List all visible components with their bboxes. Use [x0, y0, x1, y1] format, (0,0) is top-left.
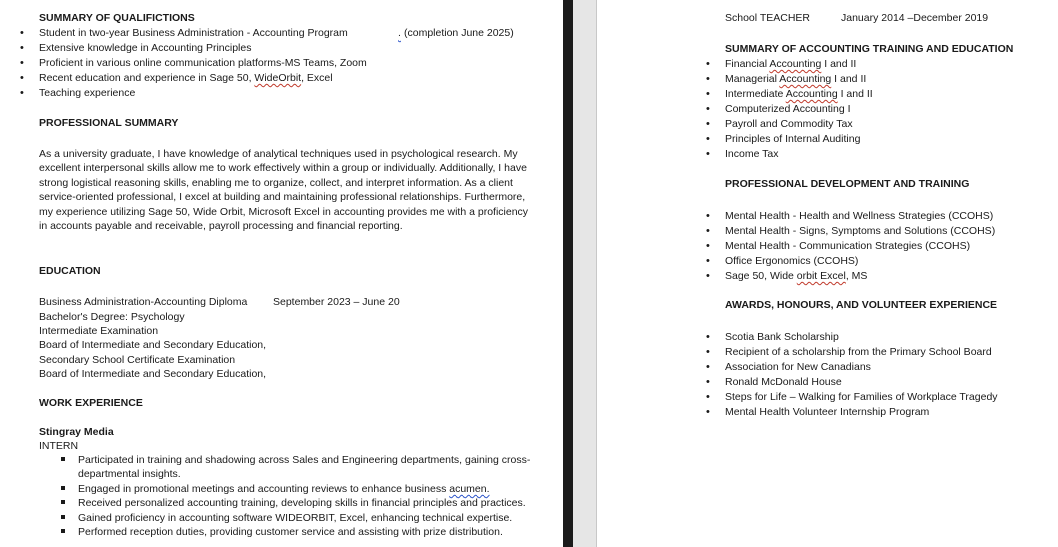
work-role: INTERN: [39, 440, 79, 452]
awards-heading: AWARDS, HONOURS, AND VOLUNTEER EXPERIENCE: [725, 299, 998, 311]
training-item: • Financial Accounting I and II: [725, 57, 856, 71]
training-item: • Managerial Accounting I and II: [725, 72, 866, 86]
qualifications-heading: SUMMARY OF QUALIFICTIONS: [39, 12, 195, 24]
training-item: • Principles of Internal Auditing: [725, 132, 860, 146]
spellcheck-flag[interactable]: Accounting: [785, 88, 838, 100]
qualification-item: • Proficient in various online communication platforms-MS Teams, Zoom: [39, 56, 367, 70]
work-experience-heading: WORK EXPERIENCE: [39, 397, 143, 409]
development-item: • Office Ergonomics (CCOHS): [725, 254, 858, 268]
education-line: Board of Intermediate and Secondary Education,: [39, 339, 267, 351]
development-item: • Mental Health - Signs, Symptoms and Solutions (CCOHS): [725, 224, 995, 238]
page-gap-divider: [563, 0, 573, 547]
teacher-title: School TEACHER: [725, 12, 811, 24]
work-bullet: Engaged in promotional meetings and accounting reviews to enhance business acumen.: [78, 483, 490, 495]
qualification-item: • Teaching experience: [39, 86, 135, 100]
education-line: Secondary School Certificate Examination: [39, 354, 236, 366]
work-bullet: Performed reception duties, providing customer service and assisting with prize distribution.: [78, 526, 503, 538]
award-item: • Steps for Life – Walking for Families of Workplace Tragedy: [725, 390, 998, 404]
document-page-right: [597, 0, 1058, 547]
award-item: • Scotia Bank Scholarship: [725, 330, 839, 344]
training-item: • Computerized Accounting I: [725, 102, 851, 116]
education-diploma-dates: September 2023 – June 20: [273, 296, 400, 308]
award-item: • Mental Health Volunteer Internship Program: [725, 405, 929, 419]
spellcheck-flag[interactable]: acumen.: [449, 483, 490, 495]
education-line: Board of Intermediate and Secondary Education,: [39, 368, 267, 380]
completion-note: (completion June 2025): [404, 27, 514, 39]
work-bullet: Participated in training and shadowing across Sales and Engineering departments, gaining cross-departmental insights.: [78, 453, 546, 482]
development-item: • Mental Health - Communication Strategies (CCOHS): [725, 239, 970, 253]
professional-summary-heading: PROFESSIONAL SUMMARY: [39, 117, 179, 129]
professional-summary-paragraph: As a university graduate, I have knowledge of analytical techniques used in psychological research. My excellent interpersonal skills allow me to work effectively within a group or individually. Additionally, I have strong logistical reasoning skills, enabling me to organize, collect, and interpret information. As a client service-oriented professional, I excel at building and maintaining professional relationships. Furthermore, my experience utilizing Sage 50, Wide Orbit, Microsoft Excel in accounting provides me with a proficiency in accounts payable and receivable, payroll processing and financial reporting.: [39, 148, 529, 233]
spellcheck-flag[interactable]: orbit Excel: [796, 270, 846, 282]
training-heading: SUMMARY OF ACCOUNTING TRAINING AND EDUCATION: [725, 43, 1014, 55]
spellcheck-flag[interactable]: WideOrbit: [254, 72, 302, 84]
training-item: • Intermediate Accounting I and II: [725, 87, 873, 101]
development-item: • Sage 50, Wide orbit Excel, MS: [725, 269, 867, 283]
page-gap-background: [573, 0, 597, 547]
work-bullet: Gained proficiency in accounting software WIDEORBIT, Excel, enhancing technical expertise.: [78, 512, 513, 524]
work-company: Stingray Media: [39, 426, 114, 438]
training-item: • Income Tax: [725, 147, 779, 161]
education-line: Intermediate Examination: [39, 325, 159, 337]
work-bullet: Received personalized accounting training, developing skills in financial principles and practices.: [78, 497, 526, 509]
training-item: • Payroll and Commodity Tax: [725, 117, 853, 131]
development-item: • Mental Health - Health and Wellness Strategies (CCOHS): [725, 209, 993, 223]
qualification-item: • Extensive knowledge in Accounting Principles: [39, 41, 251, 55]
spellcheck-flag[interactable]: Accounting: [779, 73, 832, 85]
qualification-item: • Student in two-year Business Administration - Accounting Program: [39, 26, 348, 40]
education-diploma: Business Administration-Accounting Diploma: [39, 296, 248, 308]
development-heading: PROFESSIONAL DEVELOPMENT AND TRAINING: [725, 178, 970, 190]
education-line: Bachelor's Degree: Psychology: [39, 311, 185, 323]
award-item: • Ronald McDonald House: [725, 375, 842, 389]
education-heading: EDUCATION: [39, 265, 101, 277]
spellcheck-flag[interactable]: Accounting: [769, 58, 822, 70]
teacher-dates: January 2014 –December 2019: [841, 12, 989, 24]
award-item: • Recipient of a scholarship from the Primary School Board: [725, 345, 992, 359]
qualification-item: • Recent education and experience in Sage 50, WideOrbit, Excel: [39, 71, 333, 85]
award-item: • Association for New Canadians: [725, 360, 871, 374]
completion-mark: .: [398, 27, 401, 39]
